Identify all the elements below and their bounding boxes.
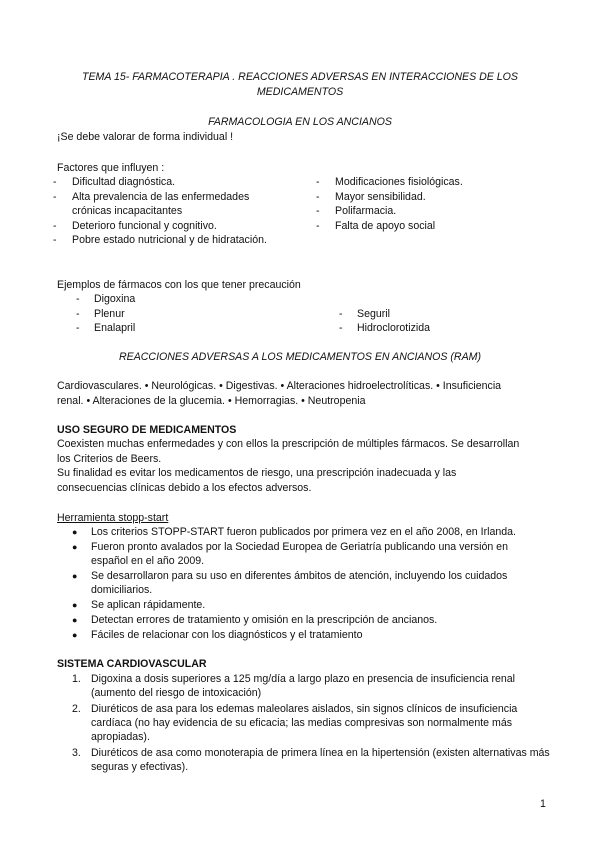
example-drug: Digoxina — [94, 293, 136, 305]
dash-marker: - — [316, 191, 320, 203]
section-heading-cardiovascular: SISTEMA CARDIOVASCULAR — [57, 658, 207, 670]
section-heading-uso-seguro: USO SEGURO DE MEDICAMENTOS — [57, 424, 237, 436]
dash-marker: - — [339, 322, 343, 334]
factor-item: Mayor sensibilidad. — [335, 191, 426, 203]
factor-item: Pobre estado nutricional y de hidratación. — [72, 234, 267, 246]
factor-item: Deterioro funcional y cognitivo. — [72, 220, 217, 232]
dash-marker: - — [316, 176, 320, 188]
bullet-icon: ● — [72, 630, 78, 640]
bullet-icon: ● — [72, 600, 78, 610]
factor-item: Dificultad diagnóstica. — [72, 176, 176, 188]
list-item: ● Fueron pronto avalados por la Sociedad Europea de Geriatría publicando una versión en español en el año 2009. — [72, 541, 508, 567]
section-heading-stopp-start: Herramienta stopp-start — [57, 512, 169, 524]
dash-marker: - — [53, 234, 57, 246]
bullet-icon: ● — [72, 571, 78, 581]
page-number: 1 — [540, 798, 546, 810]
factor-item: Modificaciones fisiológicas. — [335, 176, 463, 188]
uso-seguro-text: consecuencias clínicas debido a los efectos adversos. — [57, 482, 312, 494]
dash-marker: - — [316, 220, 320, 232]
list-item: ● Detectan errores de tratamiento y omisión en la prescripción de ancianos. — [72, 614, 438, 626]
factor-item: Polifarmacia. — [335, 205, 397, 217]
document-title-line-2: MEDICAMENTOS — [256, 86, 344, 98]
factor-item: Alta prevalencia de las enfermedades — [72, 191, 250, 203]
dash-marker: - — [53, 176, 57, 188]
ram-list-line-1: Cardiovasculares. • Neurológicas. • Digestivas. • Alteraciones hidroelectrolíticas. • Insuficiencia — [57, 380, 502, 392]
bullet-icon: ● — [72, 527, 78, 537]
example-drug: Seguril — [357, 308, 390, 320]
cardiovascular-list — [72, 672, 554, 776]
example-drug: Enalapril — [94, 322, 136, 334]
uso-seguro-text: Su finalidad es evitar los medicamentos de riesgo, una prescripción inadecuada y las — [57, 467, 457, 479]
factor-item: Falta de apoyo social — [335, 220, 436, 232]
dash-marker: - — [76, 308, 80, 320]
section-heading-ram: REACCIONES ADVERSAS A LOS MEDICAMENTOS EN ANCIANOS (RAM) — [118, 351, 481, 363]
example-drug: Hidroclorotizida — [357, 322, 431, 334]
section-heading-farmacologia: FARMACOLOGIA EN LOS ANCIANOS — [208, 116, 392, 128]
stopp-start-list — [72, 525, 542, 643]
factors-label: Factores que influyen : — [57, 162, 165, 174]
bullet-icon: ● — [72, 542, 78, 552]
dash-marker: - — [339, 308, 343, 320]
intro-text: ¡Se debe valorar de forma individual ! — [57, 131, 234, 143]
dash-marker: - — [53, 191, 57, 203]
ram-list-line-2: renal. • Alteraciones de la glucemia. • Hemorragias. • Neutropenia — [57, 395, 366, 407]
example-drug: Plenur — [94, 308, 125, 320]
uso-seguro-text: Coexisten muchas enfermedades y con ellos la prescripción de múltiples fármacos. Se desarrollan — [57, 438, 520, 450]
list-item: ● Se aplican rápidamente. — [72, 599, 206, 611]
list-number: 1. — [72, 673, 81, 685]
list-item: 2. Diuréticos de asa para los edemas maleolares aislados, sin signos clínicos de insuficiencia cardíaca (no hay evidencia de su eficacia; las medias compresivas son normalmente más apropiadas). — [72, 703, 518, 743]
list-item: ● Los criterios STOPP-START fueron publicados por primera vez en el año 2008, en Irlanda. — [72, 526, 516, 538]
dash-marker: - — [76, 293, 80, 305]
list-number: 2. — [72, 703, 81, 715]
dash-marker: - — [76, 322, 80, 334]
list-item: ● Fáciles de relacionar con los diagnósticos y el tratamiento — [72, 629, 363, 641]
list-item: 3. Diuréticos de asa como monoterapia de primera línea en la hipertensión (existen alternativas más seguras y efectivas). — [72, 747, 550, 773]
factor-item-continuation: crónicas incapacitantes — [72, 205, 183, 217]
examples-label: Ejemplos de fármacos con los que tener precaución — [57, 279, 301, 291]
dash-marker: - — [316, 205, 320, 217]
bullet-icon: ● — [72, 615, 78, 625]
list-item: 1. Digoxina a dosis superiores a 125 mg/día a largo plazo en presencia de insuficiencia renal (aumento del riesgo de intoxicación) — [72, 673, 516, 699]
dash-marker: - — [53, 220, 57, 232]
list-item: ● Se desarrollaron para su uso en diferentes ámbitos de atención, incluyendo los cuidados domiciliarios. — [72, 570, 508, 596]
document-title-line-1: TEMA 15- FARMACOTERAPIA . REACCIONES ADVERSAS EN INTERACCIONES DE LOS — [82, 71, 518, 83]
uso-seguro-text: los Criterios de Beers. — [57, 453, 162, 465]
list-number: 3. — [72, 747, 81, 759]
